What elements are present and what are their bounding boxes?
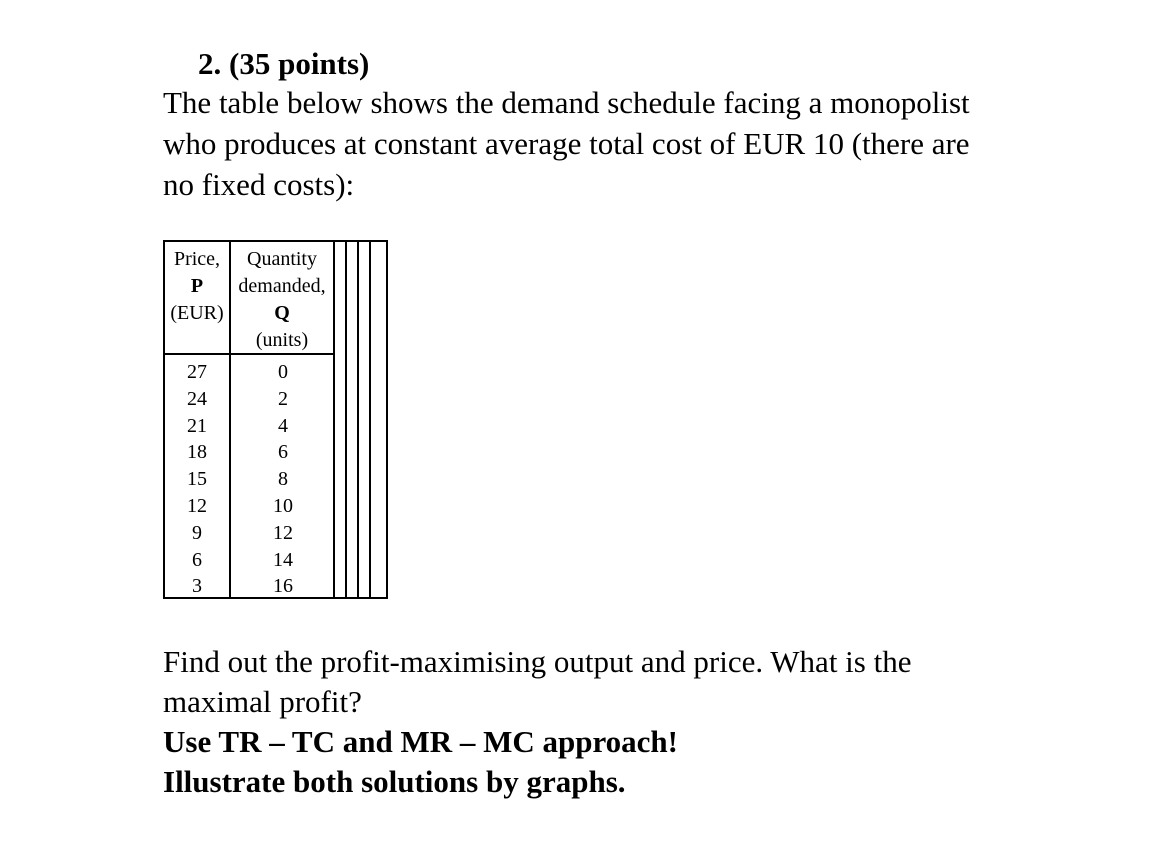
question-block (163, 642, 1143, 802)
table-row (165, 386, 335, 413)
table-row (165, 493, 335, 520)
intro-line: The table below shows the demand schedule facing a monopolist (163, 85, 970, 120)
price-cell: 3 (192, 575, 202, 598)
question-line: maximal profit? (163, 684, 362, 719)
quantity-cell: 6 (278, 441, 288, 464)
approach-instruction: Use TR – TC and MR – MC approach! (163, 724, 678, 759)
quantity-header-line: demanded, (238, 275, 326, 297)
table-row (165, 520, 335, 547)
table-row (165, 359, 335, 386)
price-cell: 27 (187, 361, 207, 383)
quantity-cell: 4 (278, 414, 288, 437)
quantity-column-header (231, 246, 333, 354)
quantity-header-unit: (units) (255, 329, 309, 351)
price-cell: 21 (187, 414, 207, 437)
table-row (165, 547, 335, 574)
table-empty-column-divider (369, 242, 371, 597)
price-column-header (165, 246, 229, 327)
intro-line: who produces at constant average total cost of EUR 10 (there are (163, 126, 970, 161)
table-row (165, 573, 335, 600)
quantity-header-symbol: Q (274, 302, 290, 324)
quantity-cell: 12 (273, 521, 293, 544)
price-cell: 18 (187, 441, 207, 464)
quantity-cell: 16 (273, 575, 293, 598)
quantity-cell: 10 (273, 494, 293, 517)
quantity-cell: 8 (278, 468, 288, 491)
table-row (165, 466, 335, 493)
problem-heading: 2. (35 points) (198, 46, 370, 81)
quantity-cell: 14 (273, 548, 293, 571)
quantity-cell: 2 (278, 387, 288, 410)
table-row (165, 413, 335, 440)
price-cell: 12 (187, 494, 207, 517)
price-cell: 6 (192, 548, 202, 571)
graph-instruction: Illustrate both solutions by graphs. (163, 764, 626, 799)
price-header-line: Price, (173, 248, 221, 270)
question-line: Find out the profit-maximising output and price. What is the (163, 644, 912, 679)
demand-schedule-table (163, 240, 388, 599)
price-cell: 9 (192, 521, 202, 544)
quantity-header-line: Quantity (247, 248, 317, 270)
table-row (165, 439, 335, 466)
quantity-cell: 0 (278, 361, 288, 383)
table-empty-column-divider (345, 242, 347, 597)
table-empty-column-divider (357, 242, 359, 597)
price-header-symbol: P (190, 275, 204, 297)
problem-intro (163, 82, 1123, 205)
price-cell: 24 (187, 387, 207, 410)
price-header-unit: (EUR) (170, 302, 224, 324)
intro-line: no fixed costs): (163, 167, 355, 202)
price-cell: 15 (187, 468, 207, 491)
table-body (165, 359, 335, 600)
